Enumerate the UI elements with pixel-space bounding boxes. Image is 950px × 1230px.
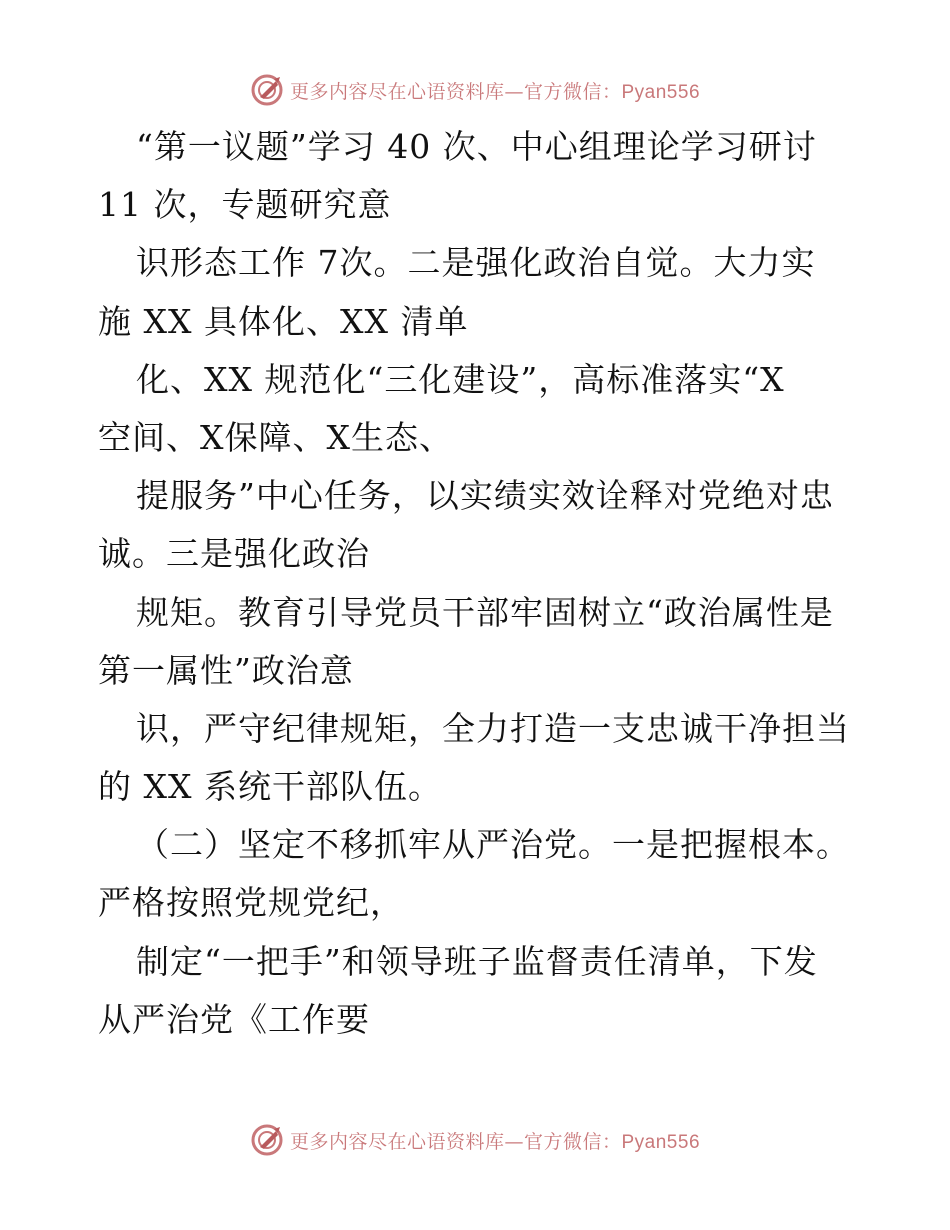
footer-wechat-id: Pyan556 — [621, 1131, 701, 1153]
body-line: 11 次，专题研究意 — [98, 185, 392, 225]
body-line: 规矩。教育引导党员干部牢固树立“政治属性是 — [136, 592, 834, 632]
header-banner — [0, 70, 950, 110]
body-line: “第一议题”学习 40 次、中心组理论学习研讨 — [136, 127, 817, 166]
body-line: 严格按照党规党纪， — [98, 883, 404, 923]
seal-logo-icon — [250, 1123, 284, 1157]
body-line: 第一属性”政治意 — [98, 650, 354, 690]
body-line: 诚。三是强化政治 — [98, 534, 370, 574]
footer-banner-text: 更多内容尽在心语资料库—官方微信：Pyan556 — [289, 1130, 701, 1153]
body-line: （二）坚定不移抓牢从严治党。一是把握根本。 — [136, 825, 850, 865]
body-line: 施 XX 具体化、XX 清单 — [98, 301, 469, 341]
body-line: 提服务”中心任务，以实绩实效诠释对党绝对忠 — [136, 476, 834, 516]
body-line: 制定“一把手”和领导班子监督责任清单，下发 — [136, 941, 818, 981]
header-banner-text: 更多内容尽在心语资料库—官方微信：Pyan556 — [289, 80, 701, 103]
body-line: 化、XX 规范化“三化建设”，高标准落实“X — [136, 359, 785, 399]
body-line: 的 XX 系统干部队伍。 — [98, 767, 442, 807]
body-line: 空间、X保障、X生态、 — [98, 417, 453, 457]
body-line: 识，严守纪律规矩，全力打造一支忠诚干净担当 — [136, 708, 850, 748]
body-line: 从严治党《工作要 — [98, 999, 370, 1039]
body-line: 识形态工作 7次。二是强化政治自觉。大力实 — [136, 243, 816, 283]
document-body — [98, 118, 858, 1049]
seal-logo-icon — [250, 73, 284, 107]
header-wechat-id: Pyan556 — [621, 81, 701, 103]
footer-banner — [0, 1120, 950, 1160]
